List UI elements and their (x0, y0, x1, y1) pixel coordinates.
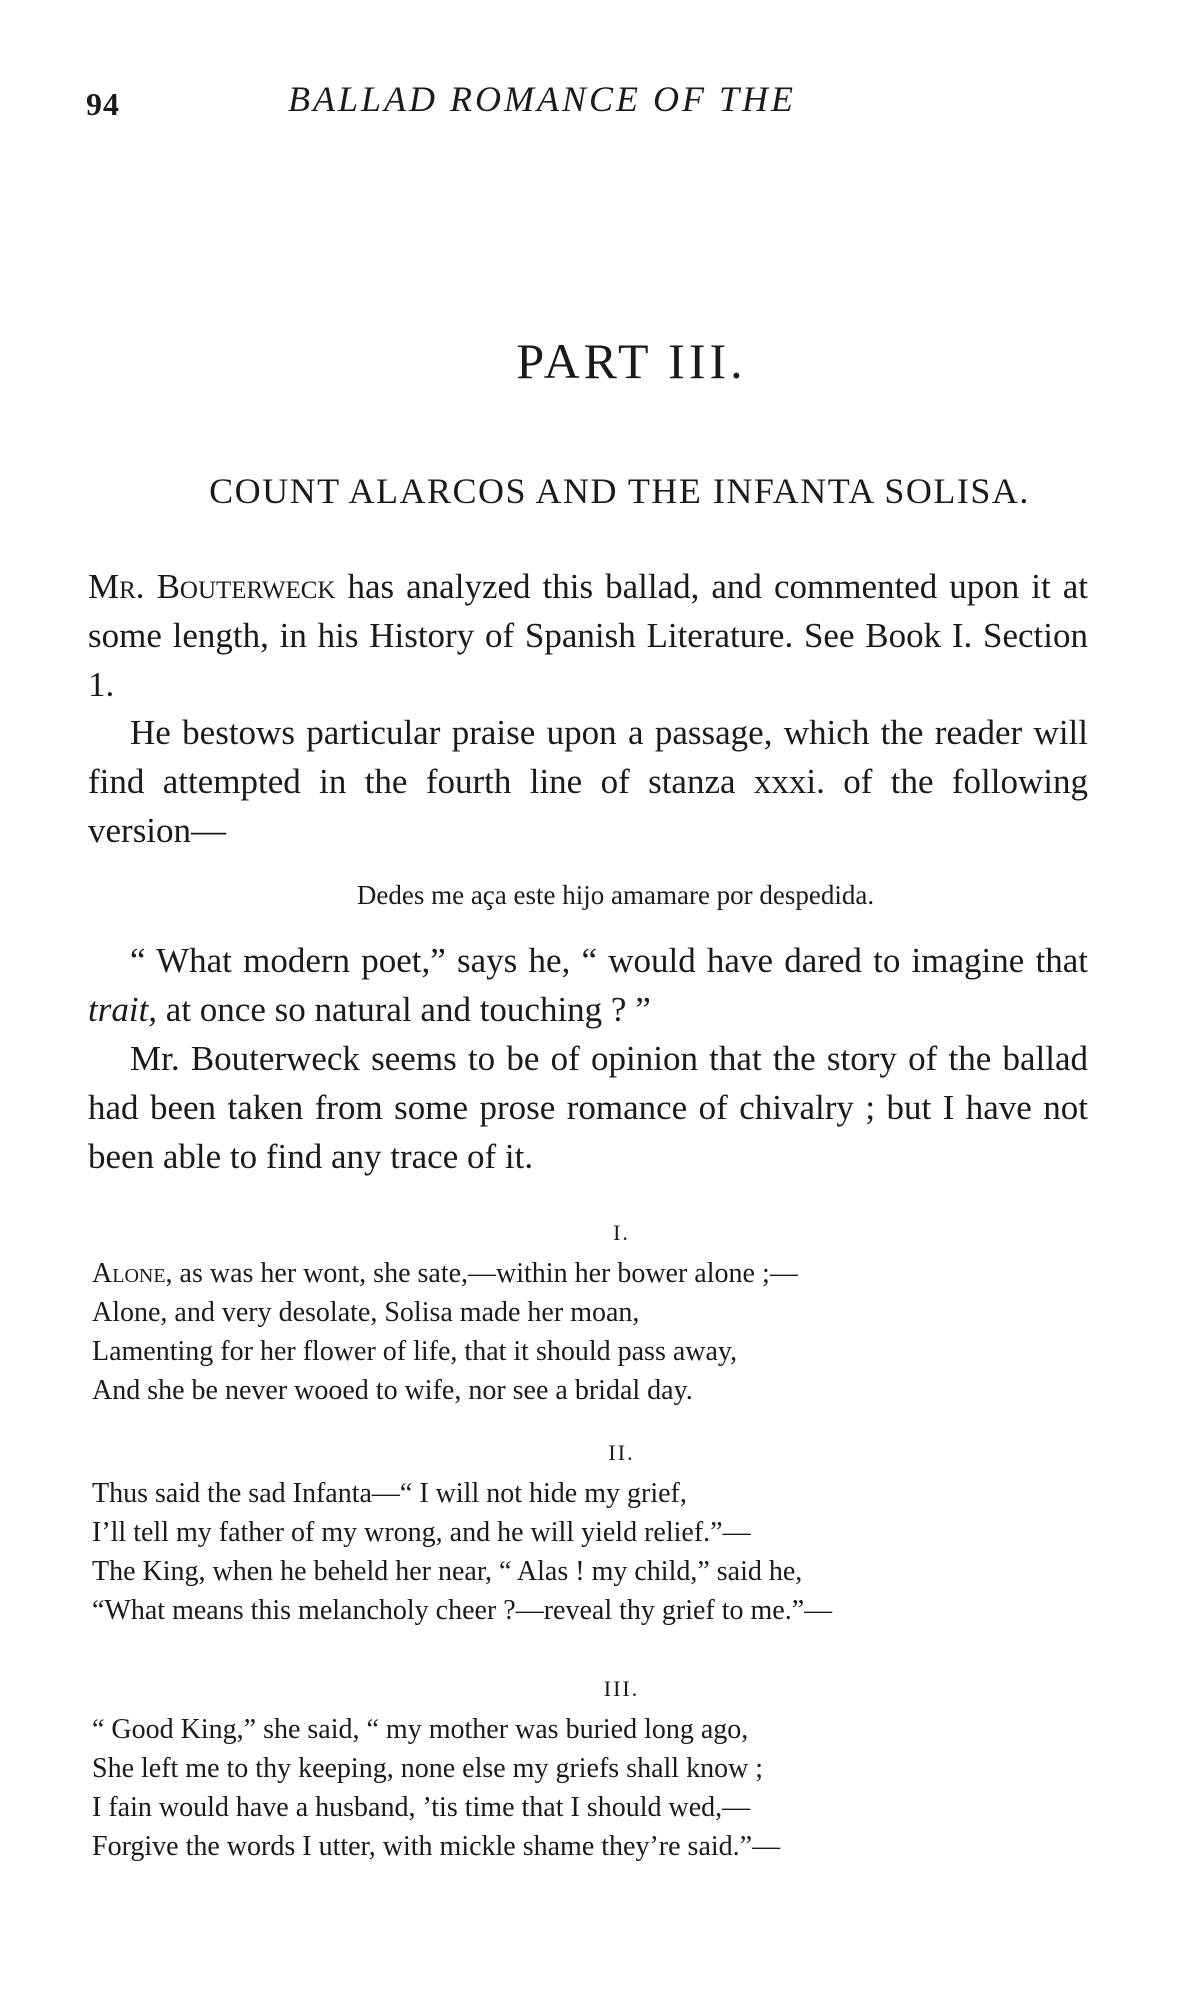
running-title: BALLAD ROMANCE OF THE (288, 79, 796, 119)
intro-paragraph-4-text: Mr. Bouterweck seems to be of opinion that the story of the ballad had been taken from some prose romance of chivalry ; but I have not been able to find any trace of it. (88, 1039, 1088, 1176)
intro-paragraph-1 (88, 562, 1088, 709)
verse-line (92, 1254, 1092, 1293)
stanza (92, 1254, 1092, 1410)
part-heading: PART III. (516, 333, 747, 389)
verse-line: She left me to thy keeping, none else my griefs shall know ; (92, 1753, 764, 1784)
verse-line: Thus said the sad Infanta—“ I will not hide my grief, (92, 1478, 687, 1509)
verse-line: Forgive the words I utter, with mickle shame they’re said.”— (92, 1831, 781, 1862)
stanza-number: I. (613, 1220, 630, 1245)
intro-paragraph-2 (88, 708, 1088, 855)
verse-line: The King, when he beheld her near, “ Alas ! my child,” said he, (92, 1556, 803, 1587)
page-number: 94 (86, 86, 120, 122)
verse-line: Alone, and very desolate, Solisa made her moan, (92, 1297, 640, 1328)
verse-line: Lamenting for her flower of life, that it should pass away, (92, 1336, 738, 1367)
intro-paragraph-2-text: He bestows particular praise upon a passage, which the reader will find attempted in the fourth line of stanza xxxi. of the following version— (88, 713, 1088, 850)
section-title: COUNT ALARCOS AND THE INFANTA SOLISA. (209, 471, 1030, 511)
verse-first-word: Alone, (92, 1258, 173, 1289)
intro-paragraph-3 (88, 936, 1088, 1034)
author-name: Mr. Bouterweck (88, 567, 336, 606)
intro-paragraph-3-text-b: at once so natural and touching ? ” (157, 990, 651, 1029)
stanza (92, 1474, 1092, 1630)
stanza-number: II. (608, 1440, 635, 1465)
verse-line: I fain would have a husband, ’tis time that I should wed,— (92, 1792, 751, 1823)
spanish-quotation: Dedes me aça este hijo amamare por despedida. (356, 880, 875, 910)
italic-word: trait, (88, 990, 158, 1029)
stanza (92, 1710, 1092, 1866)
intro-paragraph-4 (88, 1034, 1088, 1181)
verse-line: I’ll tell my father of my wrong, and he will yield relief.”— (92, 1517, 751, 1548)
verse-line: And she be never wooed to wife, nor see a bridal day. (92, 1375, 693, 1406)
running-head (86, 78, 1116, 128)
stanza-number: III. (603, 1676, 640, 1701)
verse-line-text: as was her wont, she sate,—within her bower alone ;— (172, 1258, 798, 1289)
intro-paragraph-1-text: has analyzed this ballad, and commented upon it at some length, in his History of Spanish Literature. See Book I. Section 1. (88, 567, 1088, 704)
verse-line: “What means this melancholy cheer ?—reveal thy grief to me.”— (92, 1595, 833, 1626)
verse-line: “ Good King,” she said, “ my mother was buried long ago, (92, 1714, 749, 1745)
intro-paragraph-3-text-a: “ What modern poet,” says he, “ would have dared to imagine that (130, 941, 1088, 980)
